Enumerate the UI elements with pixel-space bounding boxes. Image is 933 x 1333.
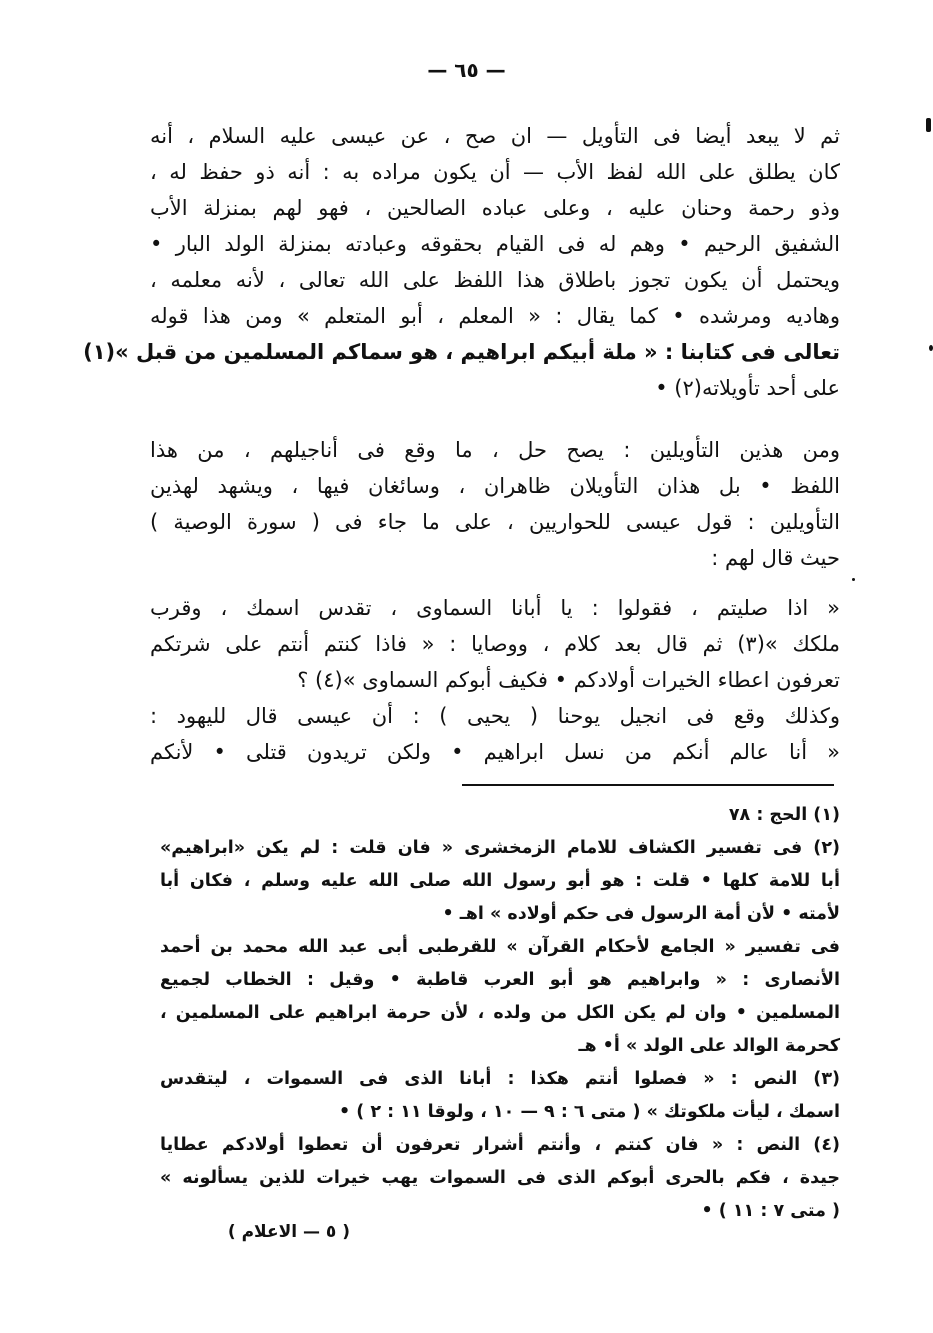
printer-signature: ( ٥ — الاعلام ): [227, 1222, 350, 1242]
footnote-divider: [462, 784, 834, 786]
footnote-line: (٤) النص : « فان كنتم ، وأنتم أشرار تعرفون أن تعطوا أولادكم عطايا: [160, 1135, 840, 1155]
body-line: الشفيق الرحيم • وهم له فى القيام بحقوقه وعبادته بمنزلة الولد البار •: [150, 232, 840, 256]
body-line: وذو رحمة وحنان عليه ، وعلى عباده الصالحين ، فهو لهم بمنزلة الأب: [150, 196, 840, 220]
body-line: وهاديه ومرشده • كما يقال : « المعلم ، أبو المتعلم » ومن هذا قوله: [150, 304, 840, 328]
body-line: ثم لا يبعد أيضا فى التأويل — ان صح ، عن عيسى عليه السلام ، أنه: [150, 124, 840, 148]
body-line: ويحتمل أن يكون تجوز باطلاق هذا اللفظ على الله تعالى ، لأنه معلمه ،: [150, 268, 840, 292]
quranic-quote-line: تعالى فى كتابنا : « ملة أبيكم ابراهيم ، هو سماكم المسلمين من قبل »(١): [83, 340, 840, 364]
scan-speck: [926, 118, 931, 132]
body-line: كان يطلق على الله لفظ الأب — أن يكون مراده به : أنه ذو حفظ له ،: [150, 160, 840, 184]
body-line: اللفظ • بل هذان التأويلان ظاهران ، وسائغان فيها ، ويشهد لهذين: [150, 474, 840, 498]
footnote-line: (١) الحج : ٧٨: [728, 805, 840, 825]
scan-speck: [929, 345, 933, 351]
footnote-line: جيدة ، فكم بالحرى أبوكم الذى فى السموات يهب خيرات للذين يسألونه »: [160, 1168, 840, 1188]
footnote-line: أبا للامة كلها • قلت : هو أبو رسول الله صلى الله عليه وسلم ، فكان أبا: [160, 871, 840, 891]
scan-speck: [852, 578, 855, 581]
body-line: وكذلك وقع فى انجيل يوحنا ( يحيى ) : أن عيسى قال لليهود :: [150, 704, 840, 728]
footnote-line: المسلمين • وان لم يكن الكل من ولده ، لأن حرمة ابراهيم على المسلمين ،: [160, 1003, 840, 1023]
footnote-line: لأمته • لأن أمة الرسول فى حكم أولاده » اهـ •: [442, 904, 840, 924]
body-line: تعرفون اعطاء الخيرات أولادكم • فكيف أبوكم السماوى »(٤) ؟: [297, 668, 840, 692]
body-line: « أنا عالم أنكم من نسل ابراهيم • ولكن تريدون قتلى • لأنكم: [150, 740, 840, 764]
footnote-line: ( متى ٧ : ١١ ) •: [701, 1201, 840, 1221]
footnote-line: الأنصارى : « وابراهيم هو أبو العرب قاطبة • وقيل : الخطاب لجميع: [160, 970, 840, 990]
footnote-line: فى تفسير « الجامع لأحكام القرآن » للقرطبى أبى عبد الله محمد بن أحمد: [160, 937, 840, 957]
body-line: على أحد تأويلاته(٢) •: [655, 376, 840, 400]
body-line: التأويلين : قول عيسى للحواريين ، على ما جاء فى ( سورة الوصية ): [150, 510, 840, 534]
page-number: — ٦٥ —: [427, 58, 506, 82]
footnote-line: (٣) النص : « فصلوا أنتم هكذا : أبانا الذى فى السموات ، ليتقدس: [160, 1069, 840, 1089]
footnote-line: (٢) فى تفسير الكشاف للامام الزمخشرى « فان قلت : لم يكن «ابراهيم»: [160, 838, 840, 858]
body-line: ومن هذين التأويلين : يصح حل ، ما وقع فى أناجيلهم ، من هذا: [150, 438, 840, 462]
footnote-line: كحرمة الوالد على الولد » أ• هـ: [578, 1036, 840, 1056]
body-line: « اذا صليتم ، فقولوا : يا أبانا السماوى ، تقدس اسمك ، وقرب: [150, 596, 840, 620]
body-line: حيث قال لهم :: [711, 546, 840, 570]
body-line: ملكك »(٣) ثم قال بعد كلام ، ووصايا : « فاذا كنتم أنتم على شرتكم: [150, 632, 840, 656]
footnote-line: اسمك ، ليأت ملكوتك » ( متى ٦ : ٩ — ١٠ ، ولوقا ١١ : ٢ ) •: [338, 1102, 840, 1122]
